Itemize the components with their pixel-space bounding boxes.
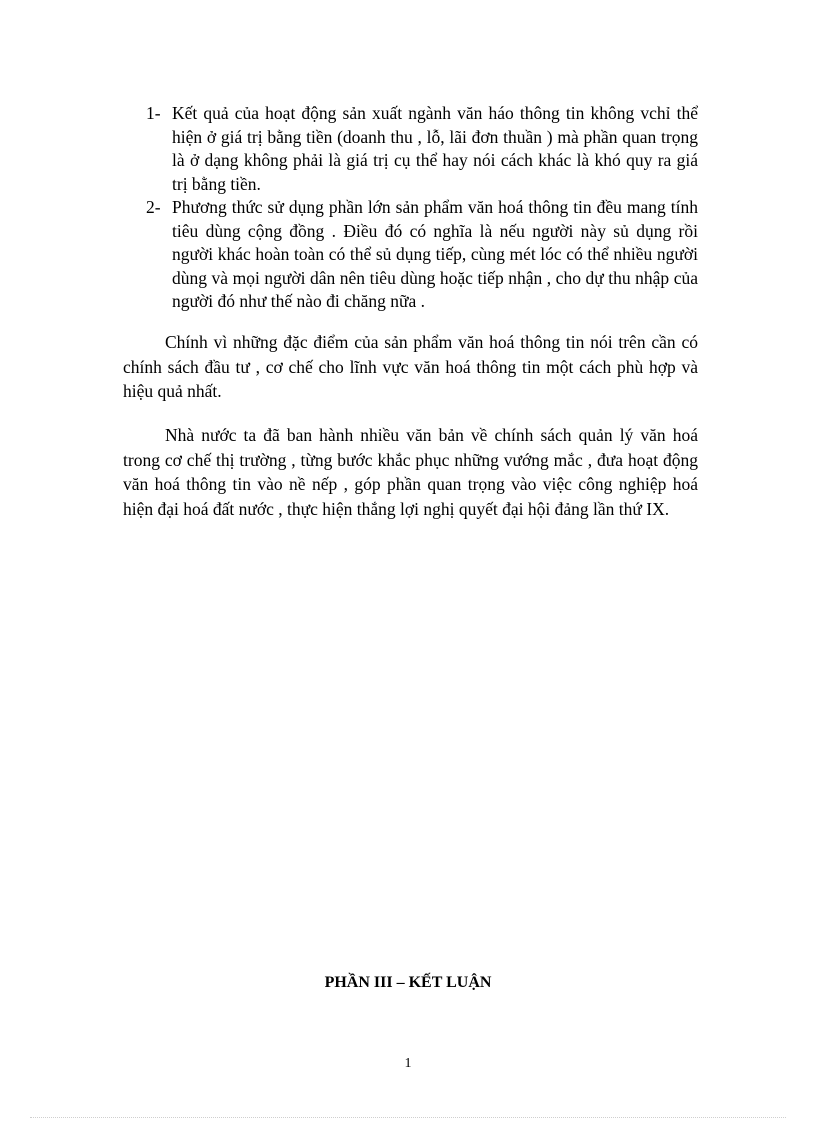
page-bottom-border xyxy=(30,1117,786,1118)
page-number: 1 xyxy=(404,1056,412,1071)
body-paragraph: Nhà nước ta đã ban hành nhiều văn bản về chính sách quản lý văn hoá trong cơ chế thị trường , từng bước khắc phục những vướng mắc , đưa hoạt động văn hoá thông tin vào nề nếp , góp phần quan trọng vào việc công nghiệp hoá hiện đại hoá đất nước , thực hiện thắng lợi nghị quyết đại hội đảng lần thứ IX. xyxy=(123,425,698,519)
section-heading: PHẦN III – KẾT LUẬN xyxy=(324,974,492,991)
list-item-text: Phương thức sử dụng phần lớn sản phẩm văn hoá thông tin đều mang tính tiêu dùng cộng đồng . Điều đó có nghĩa là nếu người này sủ dụng rồi người khác hoàn toàn có thể sủ dụng tiếp, cùng mét lóc có thể nhiều người dùng và mọi người dân nên tiêu dùng hoặc tiếp nhận , cho dự thu nhập của người đó như thế nào đi chăng nữa . xyxy=(172,197,698,311)
list-item-number: 1- xyxy=(146,103,161,123)
body-paragraph: Chính vì những đặc điểm của sản phẩm văn hoá thông tin nói trên cần có chính sách đầu tư , cơ chế cho lĩnh vực văn hoá thông tin một cách phù hợp và hiệu quả nhất. xyxy=(123,332,698,401)
list-item xyxy=(146,102,698,196)
list-item xyxy=(146,196,698,314)
list-item-text: Kết quả của hoạt động sản xuất ngành văn háo thông tin không vchỉ thể hiện ở giá trị bằng tiền (doanh thu , lỗ, lãi đơn thuần ) mà phần quan trọng là ở dạng không phải là giá trị cụ thể hay nói cách khác là khó quy ra giá trị bằng tiền. xyxy=(172,103,698,194)
numbered-list xyxy=(146,102,698,314)
list-item-number: 2- xyxy=(146,197,161,217)
